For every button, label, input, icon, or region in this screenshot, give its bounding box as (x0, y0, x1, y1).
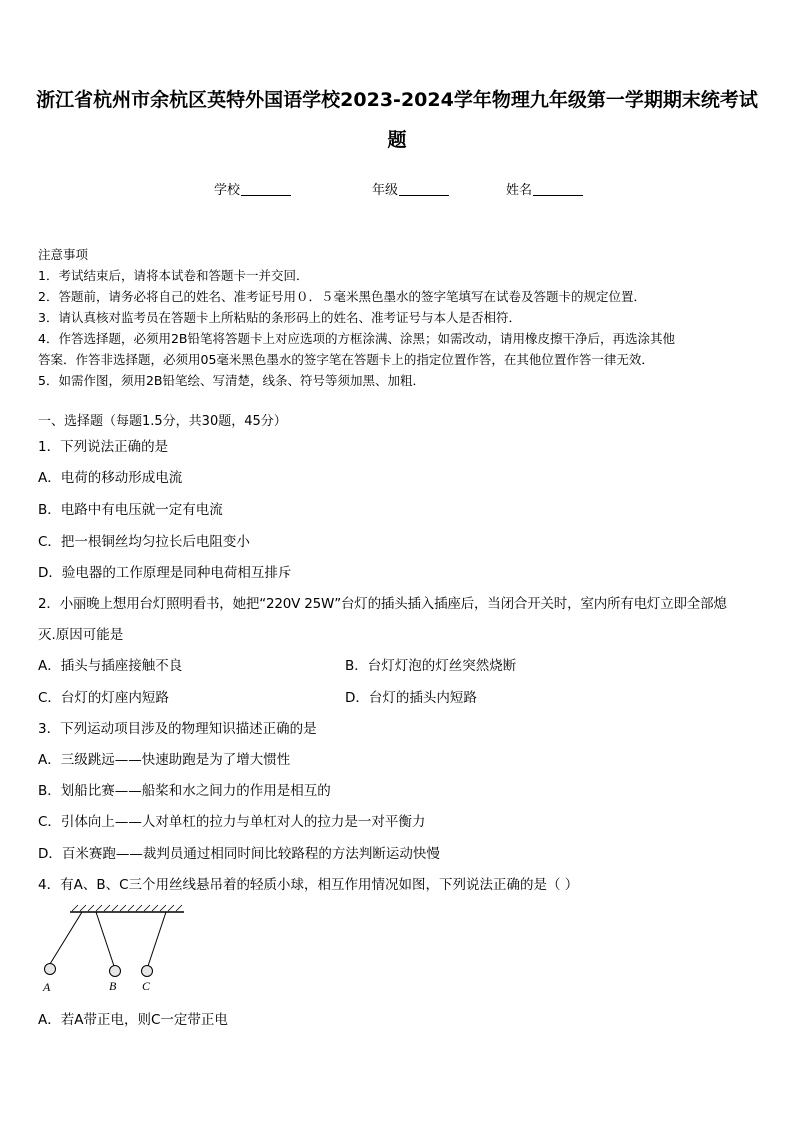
q4-stem: 4．有A、B、C三个用丝线悬吊着的轻质小球，相互作用情况如图，下列说法正确的是（ ） (38, 877, 579, 893)
notes-heading: 注意事项 (38, 247, 89, 262)
exam-title-line-2: 题 (387, 129, 407, 151)
note-item: 1．考试结束后，请将本试卷和答题卡一并交回． (38, 268, 309, 283)
thread-a (50, 912, 82, 964)
q1-option-d: D．验电器的工作原理是同种电荷相互排斥 (38, 565, 292, 581)
student-info-fields (0, 179, 794, 201)
ball-a (45, 964, 56, 975)
q1-option-a: A．电荷的移动形成电流 (38, 470, 183, 486)
ball-c-label: C (142, 979, 151, 993)
q1-option-c: C．把一根铜丝均匀拉长后电阻变小 (38, 534, 250, 550)
q3-option-b: B．划船比赛——船桨和水之间力的作用是相互的 (38, 783, 331, 799)
notes-block (38, 244, 758, 391)
ball-b (110, 966, 121, 977)
school-blank[interactable] (241, 182, 291, 196)
q2-option-c: C．台灯的灯座内短路 (38, 690, 169, 706)
thread-c (148, 912, 166, 966)
exam-title-line-1: 浙江省杭州市余杭区英特外国语学校2023-2024学年物理九年级第一学期期末统考试 (36, 89, 758, 111)
thread-b (96, 912, 114, 966)
grade-blank[interactable] (399, 182, 449, 196)
ball-b-label: B (109, 979, 117, 993)
q1-stem: 1．下列说法正确的是 (38, 439, 169, 455)
q2-option-a: A．插头与插座接触不良 (38, 658, 183, 674)
q3-option-c: C．引体向上——人对单杠的拉力与单杠对人的拉力是一对平衡力 (38, 814, 426, 830)
school-field (214, 179, 291, 198)
note-item: 答案．作答非选择题，必须用05毫米黑色墨水的签字笔在答题卡上的指定位置作答，在其他位置作答一律无效． (38, 352, 654, 367)
q2-stem-line-2: 灭.原因可能是 (38, 627, 124, 643)
note-item: 5．如需作图，须用2B铅笔绘、写清楚，线条、符号等须加黑、加粗． (38, 373, 425, 388)
q3-option-d: D．百米赛跑——裁判员通过相同时间比较路程的方法判断运动快慢 (38, 846, 440, 862)
note-item: 2．答题前，请务必将自己的姓名、准考证号用０．５毫米黑色墨水的签字笔填写在试卷及答题卡的规定位置． (38, 289, 646, 304)
grade-label: 年级 (372, 183, 399, 198)
ball-a-label: A (43, 980, 51, 994)
hanging-balls-figure (38, 902, 198, 998)
q3-stem: 3．下列运动项目涉及的物理知识描述正确的是 (38, 721, 317, 737)
ball-c (142, 966, 153, 977)
school-label: 学校 (214, 183, 241, 198)
name-label: 姓名 (506, 183, 533, 198)
q4-option-a: A．若A带正电，则C一定带正电 (38, 1012, 228, 1028)
q2-option-b: B．台灯灯泡的灯丝突然烧断 (345, 658, 517, 674)
q3-option-a: A．三级跳远——快速助跑是为了增大惯性 (38, 752, 291, 768)
q1-option-b: B．电路中有电压就一定有电流 (38, 502, 223, 518)
section-heading: 一、选择题（每题1.5分，共30题，45分） (38, 414, 287, 429)
support-hatching (72, 905, 182, 911)
note-item: 3．请认真核对监考员在答题卡上所粘贴的条形码上的姓名、准考证号与本人是否相符． (38, 310, 521, 325)
note-item: 4．作答选择题，必须用2B铅笔将答题卡上对应选项的方框涂满、涂黑；如需改动，请用橡皮擦干净后，再选涂其他 (38, 331, 675, 346)
name-blank[interactable] (533, 182, 583, 196)
name-field (506, 179, 583, 198)
q2-option-d: D．台灯的插头内短路 (345, 690, 477, 706)
q2-stem-line-1: 2．小丽晚上想用台灯照明看书，她把“220V 25W”台灯的插头插入插座后，当闭合开关时，室内所有电灯立即全部熄 (38, 596, 727, 612)
grade-field (372, 179, 449, 198)
